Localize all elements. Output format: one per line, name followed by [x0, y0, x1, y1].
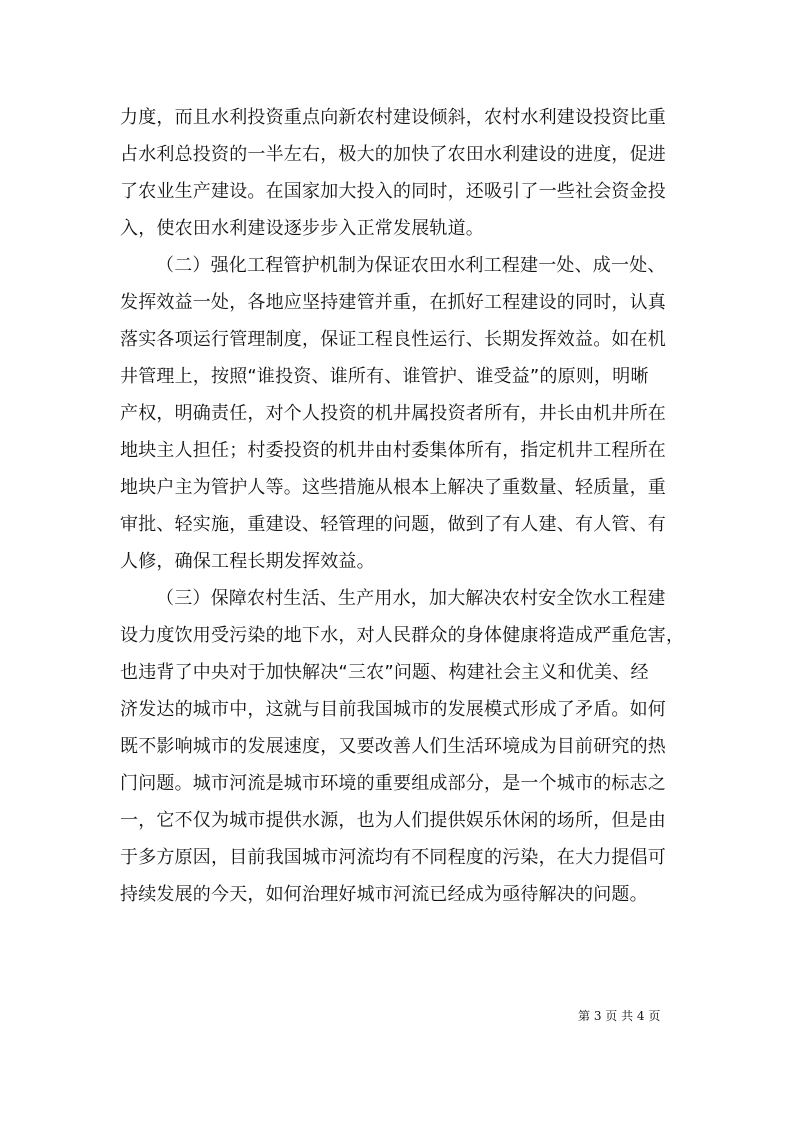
body-line-20: 一，它不仅为城市提供水源，也为人们提供娱乐休闲的场所，但是由 [120, 810, 666, 831]
body-line-10: 地块主人担任；村委投资的机井由村委集体所有，指定机井工程所在 [120, 440, 666, 461]
body-line-1: 力度，而且水利投资重点向新农村建设倾斜，农村水利建设投资比重 [120, 107, 666, 128]
body-line-8: 井管理上，按照“谁投资、谁所有、谁管护、谁受益”的原则，明晰 [120, 366, 649, 387]
body-line-19: 门问题。城市河流是城市环境的重要组成部分，是一个城市的标志之 [120, 773, 666, 794]
body-line-6: 发挥效益一处，各地应坚持建管并重，在抓好工程建设的同时，认真 [120, 292, 666, 313]
body-line-15: 设力度饮用受污染的地下水，对人民群众的身体健康将造成严重危害， [120, 625, 685, 646]
body-line-9: 产权，明确责任，对个人投资的机井属投资者所有，井长由机井所在 [120, 403, 666, 424]
body-line-13: 人修，确保工程长期发挥效益。 [120, 551, 375, 572]
body-line-18: 既不影响城市的发展速度，又要改善人们生活环境成为目前研究的热 [120, 736, 666, 757]
body-line-12: 审批、轻实施，重建设、轻管理的问题，做到了有人建、有人管、有 [120, 514, 666, 535]
body-line-17: 济发达的城市中，这就与目前我国城市的发展模式形成了矛盾。如何 [120, 699, 666, 720]
section-heading-3: （三）保障农村生活、生产用水，加大解决农村安全饮水工程建 [156, 588, 666, 609]
section-heading-2: （二）强化工程管护机制为保证农田水利工程建一处、成一处、 [156, 255, 666, 276]
body-line-11: 地块户主为管护人等。这些措施从根本上解决了重数量、轻质量，重 [120, 477, 666, 498]
body-line-3: 了农业生产建设。在国家加大投入的同时，还吸引了一些社会资金投 [120, 181, 666, 202]
body-line-22: 持续发展的今天，如何治理好城市河流已经成为亟待解决的问题。 [120, 884, 648, 905]
body-line-4: 入，使农田水利建设逐步步入正常发展轨道。 [120, 218, 484, 239]
body-line-21: 于多方原因，目前我国城市河流均有不同程度的污染，在大力提倡可 [120, 847, 666, 868]
body-line-16: 也违背了中央对于加快解决“三农”问题、构建社会主义和优美、经 [120, 662, 649, 683]
body-line-2: 占水利总投资的一半左右，极大的加快了农田水利建设的进度，促进 [120, 144, 666, 165]
page-footer: 第 3 页 共 4 页 [578, 1009, 661, 1023]
body-line-7: 落实各项运行管理制度，保证工程良性运行、长期发挥效益。如在机 [120, 329, 666, 350]
